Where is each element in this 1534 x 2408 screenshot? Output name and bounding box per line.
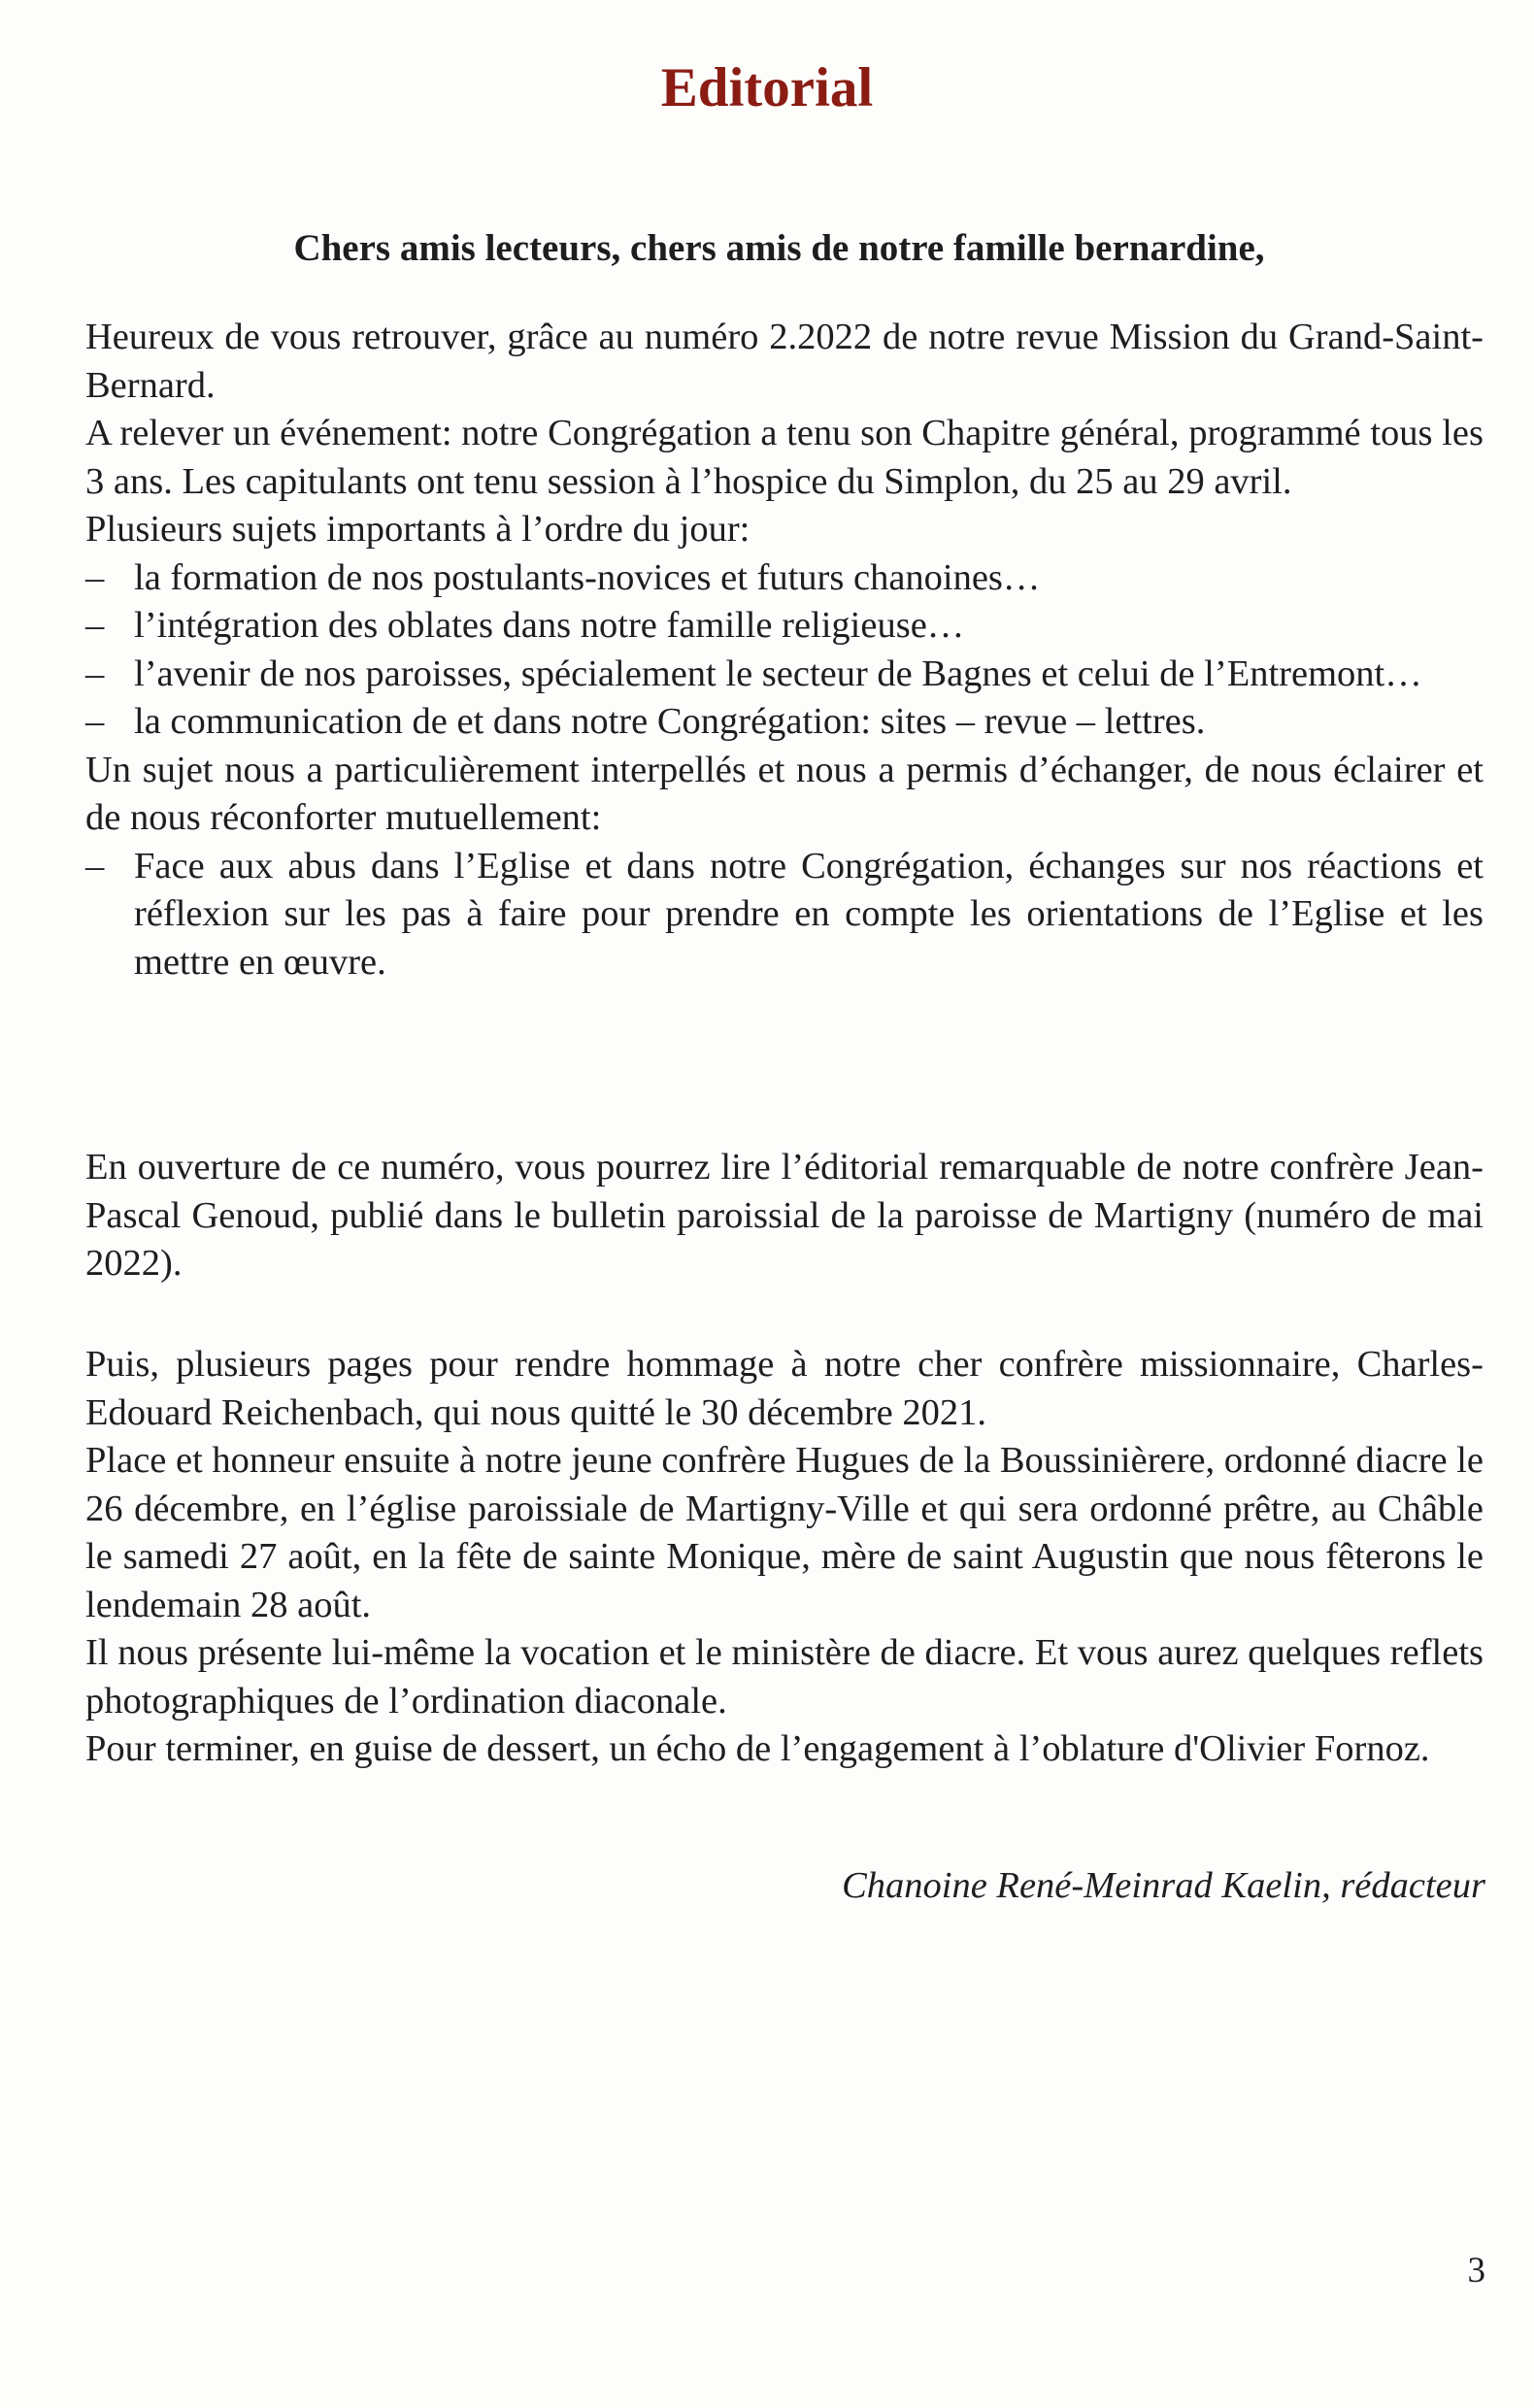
dash-bullet: –	[85, 701, 105, 742]
abuse-item-text: Face aux abus dans l’Eglise et dans notre Congrégation, échanges sur nos réactions et réflexion sur les pas à faire pour prendre en compte les orientations de l’Eglise et les mettre en œuvre.	[134, 845, 1484, 983]
section-contents	[85, 1341, 1484, 1774]
dash-bullet: –	[85, 845, 105, 886]
paragraph-opening: En ouverture de ce numéro, vous pourrez lire l’éditorial remarquable de notre confrère Jean-Pascal Genoud, publié dans le bulletin paroissial de la paroisse de Martigny (numéro de mai 2022).	[85, 1147, 1484, 1284]
page-number: 3	[1467, 2251, 1485, 2291]
dash-bullet: –	[85, 556, 105, 598]
agenda-item-text: l’avenir de nos paroisses, spécialement le secteur de Bagnes et celui de l’Entremont…	[134, 652, 1422, 694]
paragraph-agenda: Plusieurs sujets importants à l’ordre du jour:	[85, 509, 750, 550]
section-opening-article	[85, 1144, 1484, 1288]
paragraph-event: A relever un événement: notre Congrégation a tenu son Chapitre général, programmé tous les 3 ans. Les capitulants ont tenu session à l’hospice du Simplon, du 25 au 29 avril.	[85, 413, 1484, 502]
agenda-item	[85, 698, 1484, 747]
paragraph-intro: Heureux de vous retrouver, grâce au numéro 2.2022 de notre revue Mission du Grand-Saint-Bernard.	[85, 317, 1484, 406]
agenda-item	[85, 602, 1484, 651]
author-signature: Chanoine René-Meinrad Kaelin, rédacteur	[842, 1865, 1485, 1906]
paragraph-tribute: Puis, plusieurs pages pour rendre hommage à notre cher confrère missionnaire, Charles-Edouard Reichenbach, qui nous quitté le 30 décembre 2021.	[85, 1344, 1484, 1433]
paragraph-diaconate: Il nous présente lui-même la vocation et le ministère de diacre. Et vous aurez quelques reflets photographiques de l’ordination diaconale.	[85, 1632, 1484, 1722]
paragraph-ordination: Place et honneur ensuite à notre jeune confrère Hugues de la Boussinièrere, ordonné diacre le 26 décembre, en l’église paroissiale de Martigny-Ville et qui sera ordonné prêtre, au Châble le samedi 27 août, en la fête de sainte Monique, mère de saint Augustin que nous fêterons le lendemain 28 août.	[85, 1440, 1484, 1625]
page-title: Editorial	[660, 57, 874, 118]
agenda-item-text: la formation de nos postulants-novices et futurs chanoines…	[134, 556, 1041, 598]
section-chapter-news	[85, 314, 1484, 987]
dash-bullet: –	[85, 652, 105, 694]
agenda-item	[85, 651, 1484, 699]
abuse-item	[85, 843, 1484, 987]
agenda-item	[85, 554, 1484, 603]
agenda-item-text: l’intégration des oblates dans notre famille religieuse…	[134, 605, 965, 646]
paragraph-exchange: Un sujet nous a particulièrement interpellés et nous a permis d’échanger, de nous éclairer et de nous réconforter mutuellement:	[85, 749, 1484, 838]
agenda-item-text: la communication de et dans notre Congrégation: sites – revue – lettres.	[134, 701, 1206, 742]
dash-bullet: –	[85, 605, 105, 646]
paragraph-oblature: Pour terminer, en guise de dessert, un écho de l’engagement à l’oblature d'Olivier Fornoz.	[85, 1728, 1430, 1769]
salutation: Chers amis lecteurs, chers amis de notre famille bernardine,	[293, 227, 1265, 269]
